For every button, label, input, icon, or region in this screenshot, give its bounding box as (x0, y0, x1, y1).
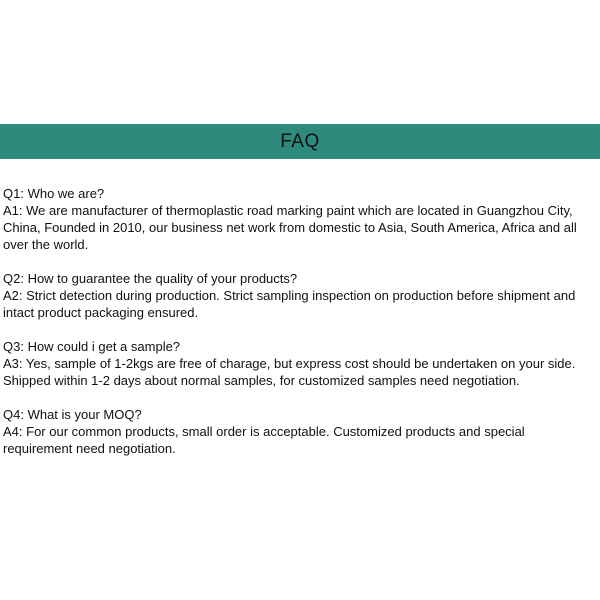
faq-question-1: Q1: Who we are? (3, 186, 105, 201)
faq-list (3, 185, 597, 474)
page-title: FAQ (280, 130, 320, 152)
faq-answer-2: A2: Strict detection during production. Strict sampling inspection on production before shipment and intact product packaging ensured. (3, 288, 576, 320)
faq-question-4: Q4: What is your MOQ? (3, 407, 142, 422)
faq-item-4 (3, 406, 597, 457)
faq-answer-1: A1: We are manufacturer of thermoplastic road marking paint which are located in Guangzhou City, China, Founded in 2010, our business net work from domestic to Asia, South America, Africa and all over the world. (3, 203, 577, 252)
faq-item-1 (3, 185, 597, 253)
faq-header-band (0, 124, 600, 159)
faq-item-2 (3, 270, 597, 321)
faq-question-3: Q3: How could i get a sample? (3, 339, 181, 354)
faq-answer-3: A3: Yes, sample of 1-2kgs are free of charage, but express cost should be undertaken on your side. Shipped within 1-2 days about normal samples, for customized samples need negotiation. (3, 356, 576, 388)
faq-answer-4: A4: For our common products, small order is acceptable. Customized products and special requirement need negotiation. (3, 424, 525, 456)
faq-question-2: Q2: How to guarantee the quality of your products? (3, 271, 298, 286)
faq-item-3 (3, 338, 597, 389)
